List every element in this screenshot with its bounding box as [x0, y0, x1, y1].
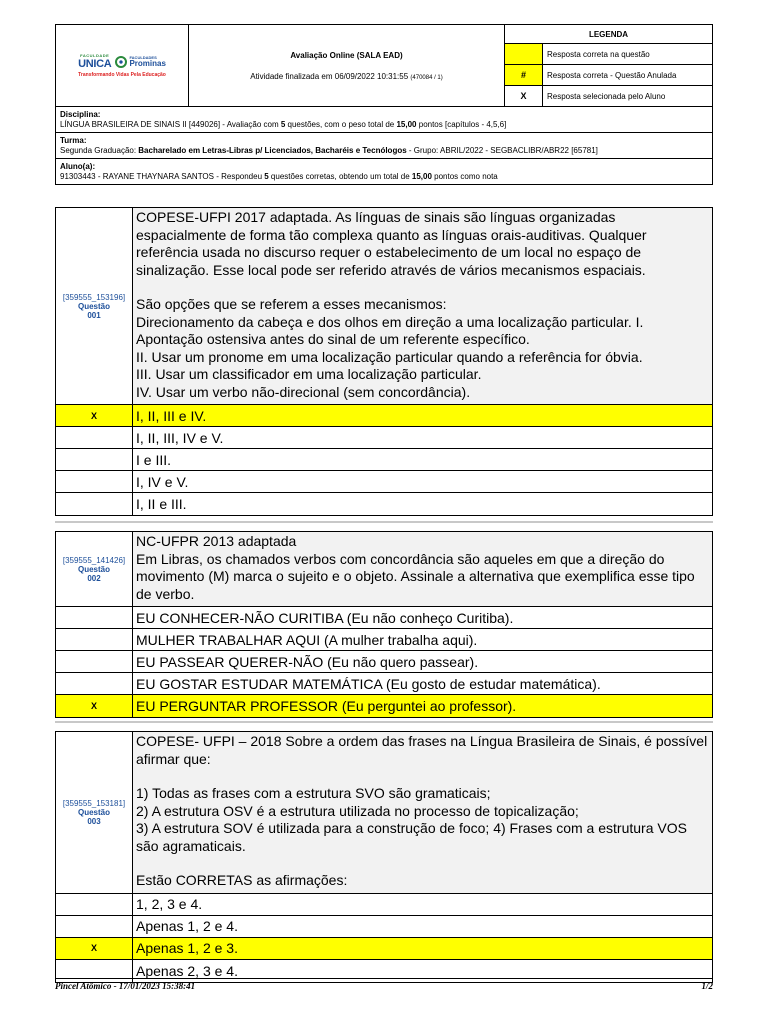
question-label: Questão [77, 564, 110, 574]
question-number: 002 [87, 573, 101, 583]
answer-option[interactable] [56, 405, 712, 427]
question-separator [55, 721, 713, 723]
question-stem: NC-UFPR 2013 adaptada Em Libras, os chamados verbos com concordância são aqueles em que a direção do movimento (M) marca o sujeito e o objeto. Assinale a alternativa que exemplifica esse tipo de verbo. [133, 532, 712, 606]
legend-hash-symbol: # [505, 65, 543, 85]
disciplina-row: Disciplina: LÍNGUA BRASILEIRA DE SINAIS II [449026] - Avaliação com 5 questões, com o peso total de 15,00 pontos [capítulos - 4,5,6] [56, 107, 712, 133]
question-id-cell [56, 208, 133, 404]
answer-option[interactable] [56, 449, 712, 471]
page-number: 1/2 [701, 981, 713, 991]
finished-info: Atividade finalizada em 06/09/2022 10:31:55 (470084 / 1) [250, 71, 443, 81]
question-stem-row [56, 532, 712, 607]
answer-option[interactable] [56, 629, 712, 651]
question-id: [359555_153196] [62, 292, 126, 302]
answer-option[interactable] [56, 695, 712, 717]
option-text: I, IV e V. [136, 473, 189, 490]
footer-timestamp: Pincel Atômico - 17/01/2023 15:38:41 [55, 981, 196, 991]
exam-title-cell [189, 25, 505, 106]
selected-mark: X [56, 405, 133, 426]
question-001 [55, 207, 713, 516]
answer-option[interactable] [56, 673, 712, 695]
option-text: EU PERGUNTAR PROFESSOR (Eu perguntei ao professor). [136, 698, 517, 714]
question-stem-row [56, 208, 712, 405]
question-number: 001 [87, 310, 101, 320]
option-text: I e III. [136, 451, 172, 468]
exam-title: Avaliação Online (SALA EAD) [290, 50, 403, 60]
answer-option[interactable] [56, 607, 712, 629]
option-text: EU CONHECER-NÃO CURITIBA (Eu não conheço Curitiba). [136, 609, 514, 626]
question-id: [359555_153181] [62, 798, 126, 808]
unica-logo: FACULDADE UNICA [78, 53, 112, 70]
legend [505, 25, 712, 106]
answer-option[interactable] [56, 427, 712, 449]
logo-slogan: Transformando Vidas Pela Educação [78, 72, 166, 78]
option-text: I, II e III. [136, 496, 187, 512]
question-stem: COPESE-UFPI 2017 adaptada. As línguas de sinais são línguas organizadas espacialmente de forma tão complexa quanto as línguas orais-auditivas. Qualquer referência usada no discurso requer o estabelecimento de um local no espaço de sinalização. Esse local pode ser referido através de vários mecanismos espaciais. São opções que se referem a esses mecanismos: Direcionamento da cabeça e dos olhos em direção a uma localização particular. I. Apontação ostensiva antes do sinal de um referente específico. II. Usar um pronome em uma localização particular quando a referência for óbvia. III. Usar um classificador em uma localização particular. IV. Usar um verbo não-direcional (sem concordância). [133, 208, 712, 404]
legend-title: LEGENDA [505, 25, 712, 44]
legend-row-correct: Resposta correta na questão [505, 44, 712, 65]
selected-mark: X [56, 695, 133, 717]
prominas-globe-icon [115, 56, 127, 68]
question-label: Questão [77, 807, 110, 817]
option-text: EU GOSTAR ESTUDAR MATEMÁTICA (Eu gosto de estudar matemática). [136, 675, 601, 692]
turma-row: Turma: Segunda Graduação: Bacharelado em Letras-Libras p/ Licenciados, Bacharéis e Tecnólogos - Grupo: ABRIL/2022 - SEGBACLIBR/ABR22 [65781] [56, 133, 712, 159]
legend-x-symbol: X [505, 86, 543, 106]
option-text: Apenas 1, 2 e 3. [136, 940, 238, 956]
header-top-row [56, 25, 712, 107]
answer-option[interactable] [56, 471, 712, 493]
option-text: I, II, III, IV e V. [136, 429, 224, 446]
legend-row-selected: X Resposta selecionada pelo Aluno [505, 86, 712, 106]
option-text: Apenas 1, 2 e 4. [136, 918, 238, 934]
finished-code: (470084 / 1) [410, 74, 443, 81]
answer-option[interactable] [56, 651, 712, 673]
question-id-cell [56, 732, 133, 893]
answer-option[interactable] [56, 493, 712, 515]
answer-option[interactable] [56, 938, 712, 960]
question-003 [55, 731, 713, 983]
prominas-logo: FACULDADES Prominas [115, 56, 165, 68]
question-label: Questão [77, 301, 110, 311]
institution-logo [56, 25, 189, 106]
question-id: [359555_141426] [62, 555, 126, 565]
selected-mark: X [56, 938, 133, 959]
question-id-cell [56, 532, 133, 606]
legend-row-annulled: # Resposta correta - Questão Anulada [505, 65, 712, 86]
answer-option[interactable] [56, 894, 712, 916]
question-stem-row [56, 732, 712, 894]
question-separator [55, 521, 713, 523]
question-stem: COPESE- UFPI – 2018 Sobre a ordem das frases na Língua Brasileira de Sinais, é possível afirmar que: 1) Todas as frases com a estrutura SVO são gramaticais; 2) A estrutura OSV é a estrutura utilizada no processo de topicalização; 3) A estrutura SOV é utilizada para a construção de foco; 4) Frases com a estrutura VOS são agramaticais. Estão CORRETAS as afirmações: [133, 732, 712, 893]
exam-header [55, 24, 713, 185]
answer-option[interactable] [56, 916, 712, 938]
legend-yellow-swatch [505, 44, 543, 64]
question-002 [55, 531, 713, 718]
aluno-row: Aluno(a): 91303443 - RAYANE THAYNARA SANTOS - Respondeu 5 questões corretas, obtendo um total de 15,00 pontos como nota [60, 162, 498, 181]
option-text: Apenas 2, 3 e 4. [136, 962, 238, 979]
question-number: 003 [87, 816, 101, 826]
option-text: EU PASSEAR QUERER-NÃO (Eu não quero passear). [136, 653, 479, 670]
option-text: I, II, III e IV. [136, 407, 207, 424]
option-text: 1, 2, 3 e 4. [136, 896, 203, 912]
footer-divider [55, 978, 713, 979]
option-text: MULHER TRABALHAR AQUI (A mulher trabalha aqui). [136, 631, 478, 648]
